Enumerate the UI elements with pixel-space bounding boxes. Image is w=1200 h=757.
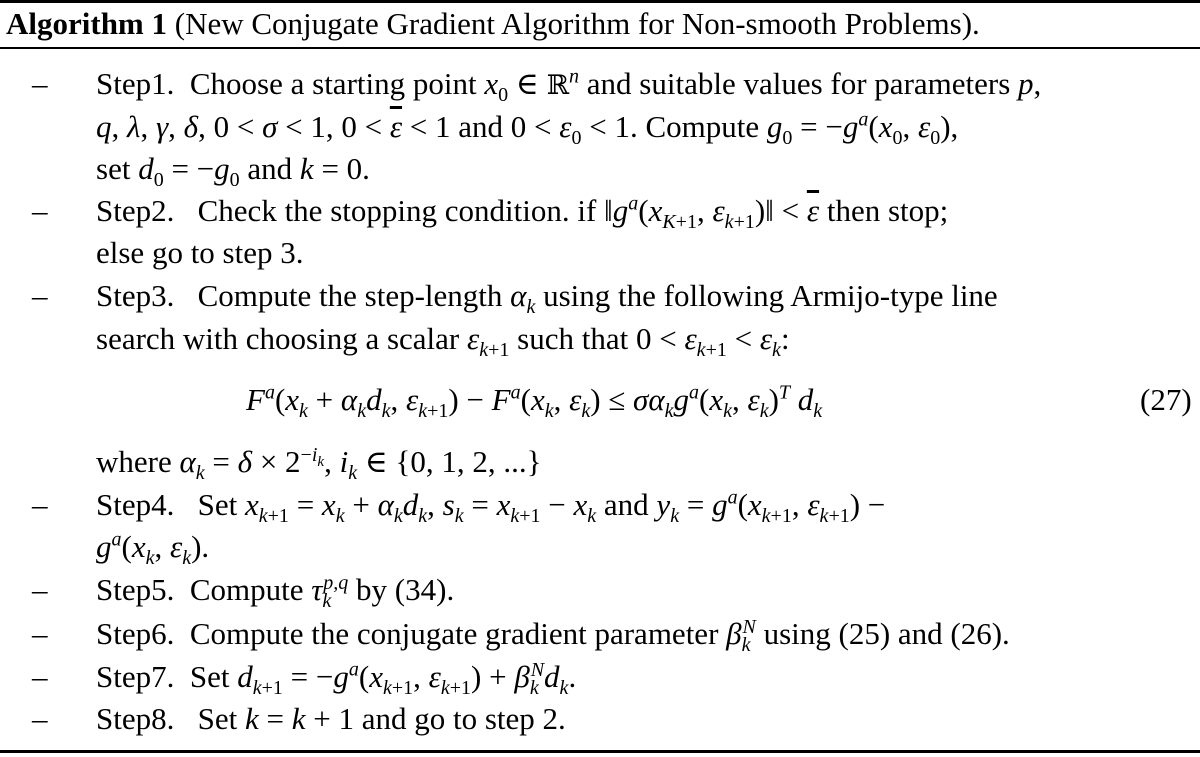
step1-line2: q, λ, γ, δ, 0 < σ < 1, $0 < \overline{\varepsilon} < 1$ and $0 < \varepsilon_0 < 1$. Compute $g_0 = -g^a(x_0$, $\varepsilon_0$), [96, 108, 959, 150]
step1-line3: set $d_0 = -g_0$ and k = 0. [96, 151, 370, 192]
bullet: – [32, 487, 48, 522]
step4-line1: Step4. Set $x_{k+1} = x_k + \alpha_kd_k$, $s_k = x_{k+1} - x_k$ and $y_k = g^a(x_{k+1}$, $\varepsilon_{k+1}$) − [96, 486, 886, 528]
step3-line2: search with choosing a scalar $\varepsilon_{k+1}$ such that $0 < \varepsilon_{k+1} < \varepsilon_k$: [96, 321, 790, 362]
bullet: – [32, 66, 48, 101]
bullet: – [32, 659, 48, 694]
equation-27: $F^a(x_k + \alpha_kd_k$, $\varepsilon_{k+1}) - F^a(x_k$, $\varepsilon_k) \le \sigma\alpha_kg^a(x_k$, $\varepsilon_k)^T$ $d_k$ [246, 381, 823, 423]
step-name: Step8. [96, 701, 175, 736]
step8-line1: Step8. Set k = k + 1 and go to step 2. [96, 701, 566, 736]
step-name: Step2. [96, 193, 175, 228]
step-name: Step6. [96, 616, 175, 651]
step1-line1: Step1. Choose a starting point $x_0$ ∈ ℝ$^n$ and suitable values for parameters p, [96, 65, 1042, 107]
step5-line1: Step5. Compute $\tau_k^{p,q}$ by (34). [96, 571, 455, 613]
algorithm-header [6, 4, 980, 44]
top-rule [0, 0, 1200, 3]
bullet: – [32, 701, 48, 736]
step2-line2: else go to step 3. [96, 235, 304, 270]
step7-line1: Step7. Set $d_{k+1} = -g^a(x_{k+1}$, $\varepsilon_{k+1}) + \beta_k^Nd_k$. [96, 658, 577, 700]
bullet: – [32, 278, 48, 313]
step-name: Step1. [96, 66, 175, 101]
step2-line1: Step2. Check the stopping condition. if $‖g^a(x_{K+1}$, $\varepsilon_{k+1})‖ < \overline{\varepsilon}$ then stop; [96, 192, 949, 234]
step-name: Step7. [96, 659, 175, 694]
bullet: – [32, 616, 48, 651]
algorithm-label: Algorithm 1 [6, 6, 168, 41]
bottom-rule [0, 750, 1200, 753]
step-name: Step3. [96, 278, 175, 313]
step3-line1: Step3. Compute the step-length $\alpha_k$ using the following Armijo-type line [96, 278, 998, 319]
algorithm-title: (New Conjugate Gradient Algorithm for Non-smooth Problems). [174, 6, 980, 41]
step-name: Step5. [96, 572, 175, 607]
bullet: – [32, 193, 48, 228]
header-rule [0, 47, 1200, 49]
bullet: – [32, 572, 48, 607]
step6-line1: Step6. Compute the conjugate gradient parameter $\beta_k^N$ using (25) and (26). [96, 615, 1010, 657]
step4-line2: $g^a(x_k$, $\varepsilon_k$). [96, 528, 210, 570]
step3-line3: where $\alpha_k = \delta \times 2^{-i_k}$, $i_k$ ∈ {0, 1, 2, ...} [96, 443, 542, 485]
equation-number: (27) [1140, 382, 1192, 417]
step-name: Step4. [96, 487, 175, 522]
